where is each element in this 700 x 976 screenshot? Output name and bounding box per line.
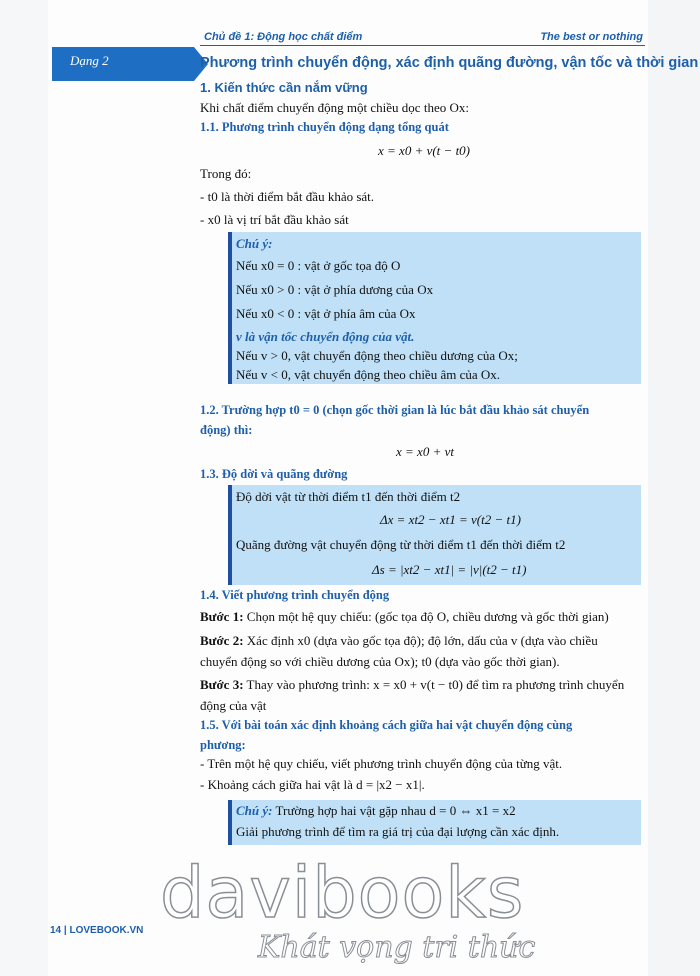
equation-displacement: Δx = xt2 − xt1 = v(t2 − t1) (380, 512, 521, 527)
bleed-right-column (648, 0, 700, 976)
note-3-line-2: Giải phương trình để tìm ra giá trị của đại lượng cần xác định. (236, 824, 560, 839)
equation-t0-zero: x = x0 + vt (396, 444, 454, 459)
note-1-line-6: Nếu v < 0, vật chuyển động theo chiều âm của Ox. (236, 367, 501, 382)
chapter-title: Chủ đề 1: Động học chất điểm (204, 31, 363, 43)
step-1-label: Bước 1: (200, 609, 244, 624)
section-heading: 1. Kiến thức cần nắm vững (200, 80, 368, 95)
note-3-label: Chú ý: (236, 803, 273, 818)
page-title: Phương trình chuyển động, xác định quãng đường, vận tốc và thời gian (200, 55, 699, 71)
t0-definition: - t0 là thời điểm bắt đầu khảo sát. (200, 189, 375, 204)
subsection-1-1-title: 1.1. Phương trình chuyển động dạng tổng quát (200, 120, 449, 134)
step-2-label: Bước 2: (200, 633, 244, 648)
note-3-line-1 (236, 803, 516, 819)
equation-distance: Δs = |xt2 − xt1| = |v|(t2 − t1) (372, 562, 527, 577)
displacement-text: Độ dời vật từ thời điểm t1 đến thời điểm t2 (236, 489, 461, 504)
step-1 (200, 609, 609, 625)
where-label: Trong đó: (200, 166, 252, 181)
note-box-2-bar (228, 485, 232, 585)
header-slogan: The best or nothing (540, 31, 643, 43)
distance-text: Quãng đường vật chuyển động từ thời điểm t1 đến thời điểm t2 (236, 537, 566, 552)
subsection-1-3-title: 1.3. Độ dời và quãng đường (200, 467, 348, 481)
note-1-line-4: v là vận tốc chuyển động của vật. (236, 329, 415, 344)
x0-definition: - x0 là vị trí bắt đầu khảo sát (200, 212, 349, 227)
subsection-1-5-title-line-1: 1.5. Với bài toán xác định khoảng cách giữa hai vật chuyển động cùng (200, 718, 573, 732)
page-header (200, 30, 645, 46)
step-2 (200, 633, 598, 649)
step-2-text: Xác định x0 (dựa vào gốc tọa độ); độ lớn, dấu của v (dựa vào chiều (243, 633, 598, 648)
note-box-3-bar (228, 800, 232, 845)
note-3-text: Trường hợp hai vật gặp nhau d = 0 ⇔ x1 = x2 (272, 803, 516, 818)
subsection-1-2-title-line-1: 1.2. Trường hợp t0 = 0 (chọn gốc thời gian là lúc bắt đầu khảo sát chuyển (200, 403, 590, 417)
note-1-line-3: Nếu x0 < 0 : vật ở phía âm của Ox (236, 306, 416, 321)
step-3-continued: động của vật (200, 698, 267, 713)
note-1-line-2: Nếu x0 > 0 : vật ở phía dương của Ox (236, 282, 434, 297)
step-3-label: Bước 3: (200, 677, 244, 692)
watermark-slogan: Khát vọng tri thức (258, 930, 536, 965)
distance-step-1: - Trên một hệ quy chiếu, viết phương trình chuyển động của từng vật. (200, 756, 563, 771)
step-3 (200, 677, 624, 693)
equation-general: x = x0 + v(t − t0) (378, 143, 471, 158)
type-label-tab: Dạng 2 (52, 47, 194, 81)
bleed-left-column (0, 0, 48, 976)
subsection-1-2-title-line-2: động) thì: (200, 423, 253, 437)
distance-step-2: - Khoảng cách giữa hai vật là d = |x2 − x1|. (200, 777, 425, 792)
intro-text: Khi chất điểm chuyển động một chiều dọc theo Ox: (200, 100, 469, 115)
page-footer: 14 | LOVEBOOK.VN (50, 925, 144, 936)
note-1-label: Chú ý: (236, 236, 273, 251)
watermark-brand: davibooks (160, 852, 525, 934)
note-box-1-bar (228, 232, 232, 384)
subsection-1-4-title: 1.4. Viết phương trình chuyển động (200, 588, 390, 602)
step-3-text: Thay vào phương trình: x = x0 + v(t − t0) để tìm ra phương trình chuyển (243, 677, 625, 692)
step-2-continued: chuyển động so với chiều dương của Ox); t0 (dựa vào gốc thời gian). (200, 654, 560, 669)
note-1-line-5: Nếu v > 0, vật chuyển động theo chiều dương của Ox; (236, 348, 518, 363)
subsection-1-5-title-line-2: phương: (200, 738, 246, 752)
step-1-text: Chọn một hệ quy chiếu: (gốc tọa độ O, chiều dương và gốc thời gian) (243, 609, 609, 624)
note-1-line-1: Nếu x0 = 0 : vật ở gốc tọa độ O (236, 258, 401, 273)
